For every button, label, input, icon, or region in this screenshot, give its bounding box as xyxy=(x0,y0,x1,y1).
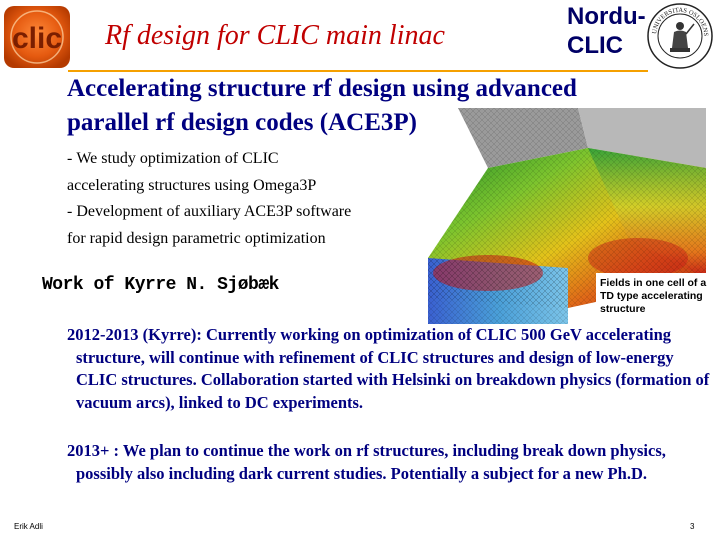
bullet-item xyxy=(67,146,407,173)
logo-text: clic xyxy=(11,22,63,55)
bullet-text-line1: Development of auxiliary ACE3P software xyxy=(76,203,352,220)
paragraph-first-line: 2012-2013 (Kyrre): Currently working on optimization of CLIC 500 GeV accelerating xyxy=(67,325,672,344)
bullet-dash: - xyxy=(67,150,73,167)
image-caption: Fields in one cell of a TD type accelerating structure xyxy=(600,277,707,315)
nordu-label-line1: Nordu- xyxy=(567,3,646,30)
nordu-label-line2: CLIC xyxy=(567,32,623,59)
bullet-text-line2: for rapid design parametric optimization xyxy=(67,229,326,247)
nordu-clic-label xyxy=(567,2,646,60)
seal-text: UNIVERSITAS OSLOENS xyxy=(651,6,710,37)
university-seal xyxy=(646,2,714,70)
paragraph-continuation: structure, will continue with refinement of CLIC structures and design of low-energy CLIC structures. Collaboration started with Helsinki on breakdown physics (formation of vacuum arcs), linked to DC experiments. xyxy=(76,347,710,412)
bullet-text-line2: accelerating structures using Omega3P xyxy=(67,176,317,194)
bullet-list xyxy=(67,146,407,252)
footer-author: Erik Adli xyxy=(14,522,43,531)
page-number: 3 xyxy=(690,522,695,531)
paragraph-continuation: possibly also including dark current studies. Potentially a subject for a new Ph.D. xyxy=(76,463,647,483)
paragraph-first-line: 2013+ : We plan to continue the work on rf structures, including break down physics, xyxy=(67,441,666,460)
paragraph-2012-2013 xyxy=(67,324,717,414)
main-heading-line2: parallel rf design codes (ACE3P) xyxy=(67,109,417,136)
paragraph-2013-plus xyxy=(67,440,717,485)
clic-logo xyxy=(2,4,72,70)
main-heading-line1: Accelerating structure rf design using advanced xyxy=(67,75,577,102)
bullet-item xyxy=(67,199,407,226)
credit-line: Work of Kyrre N. Sjøbæk xyxy=(42,275,279,295)
header-title: Rf design for CLIC main linac xyxy=(105,20,445,51)
bullet-text-line1: We study optimization of CLIC xyxy=(76,150,279,167)
bullet-dash: - xyxy=(67,203,73,220)
